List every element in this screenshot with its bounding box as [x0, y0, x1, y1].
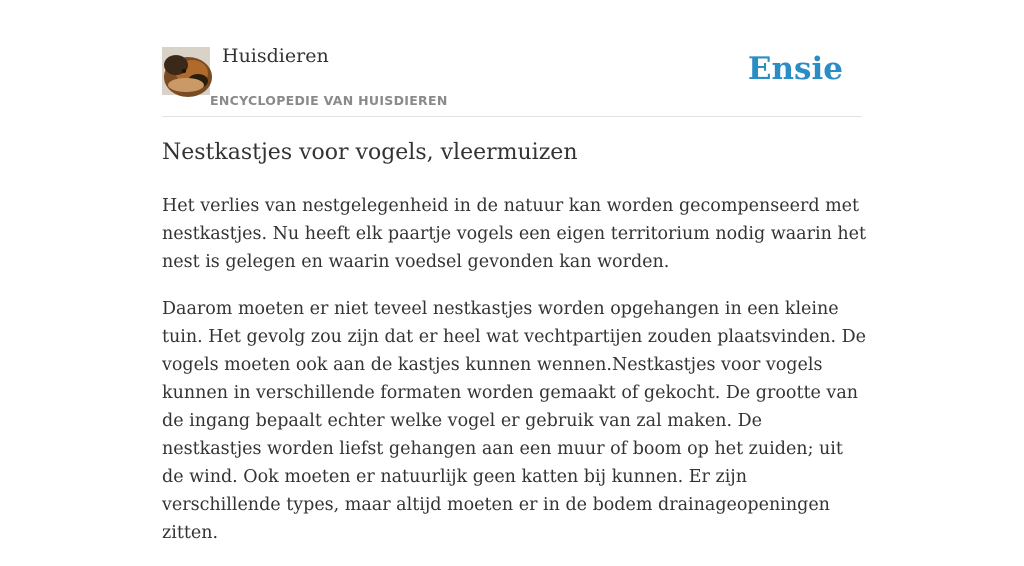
content-column [162, 0, 867, 543]
ensie-logo-link[interactable]: Ensie [747, 51, 843, 87]
blog-subtitle: ENCYCLOPEDIE VAN HUISDIEREN [210, 93, 448, 108]
article-body [162, 192, 867, 566]
dog-photo-icon [162, 47, 210, 95]
blog-title-link[interactable]: Huisdieren [222, 45, 329, 67]
blog-avatar[interactable] [162, 47, 210, 95]
blog-header [162, 0, 862, 117]
article-title: Nestkastjes voor vogels, vleermuizen [162, 140, 578, 165]
article-paragraph: Het verlies van nestgelegenheid in de natuur kan worden gecompenseerd met nestkastjes. Nu heeft elk paartje vogels een eigen territorium nodig waarin het nest is gelegen en waarin voedsel gevonden kan worden. [162, 196, 867, 272]
article-paragraph: Daarom moeten er niet teveel nestkastjes worden opgehangen in een kleine tuin. Het gevolg zou zijn dat er heel wat vechtpartijen zouden plaatsvinden. De vogels moeten ook aan de kastjes kunnen wennen.Nestkastjes voor vogels kunnen in verschillende formaten worden gemaakt of gekocht. De grootte van de ingang bepaalt echter welke vogel er gebruik van zal maken. De nestkastjes worden liefst gehangen aan een muur of boom op het zuiden; uit de wind. Ook moeten er natuurlijk geen katten bij kunnen. Er zijn verschillende types, maar altijd moeten er in de bodem drainageopeningen zitten. [162, 299, 866, 543]
